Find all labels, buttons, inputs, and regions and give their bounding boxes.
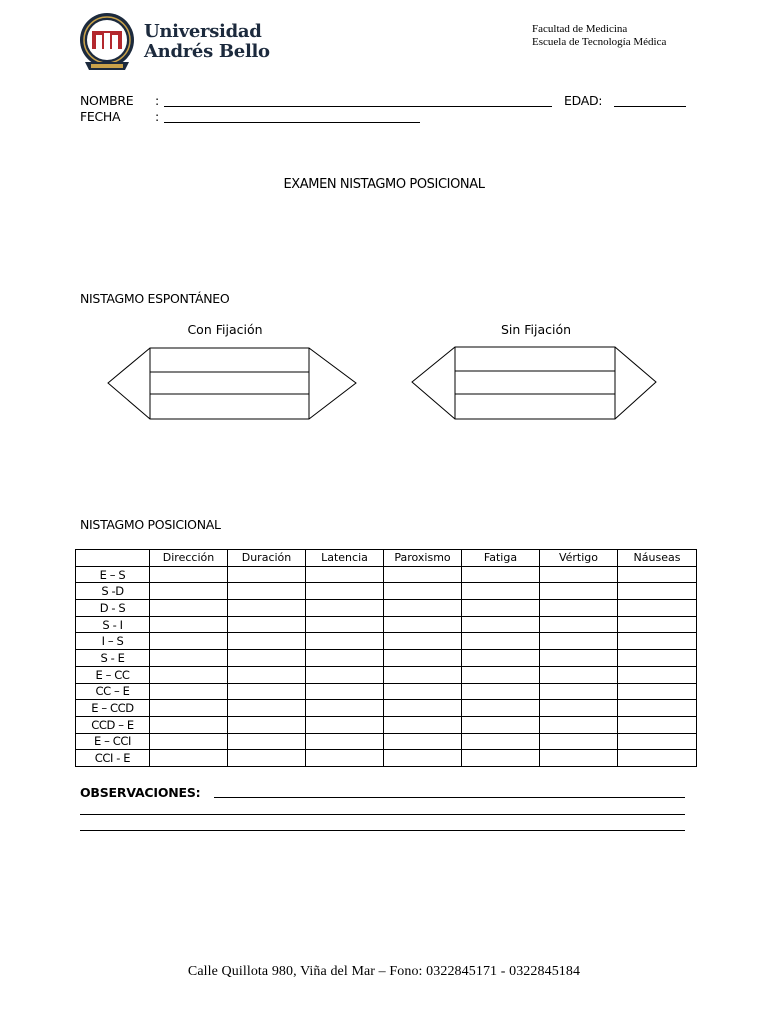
table-cell[interactable] <box>306 600 384 617</box>
table-cell[interactable] <box>618 716 697 733</box>
table-cell[interactable] <box>306 683 384 700</box>
table-cell[interactable] <box>540 750 618 767</box>
table-cell[interactable] <box>150 733 228 750</box>
table-cell[interactable] <box>540 616 618 633</box>
table-cell[interactable] <box>384 600 462 617</box>
table-cell[interactable] <box>228 733 306 750</box>
table-row <box>76 600 697 617</box>
table-cell[interactable] <box>540 600 618 617</box>
table-cell[interactable] <box>384 650 462 667</box>
table-cell[interactable] <box>462 616 540 633</box>
name-field[interactable] <box>164 106 552 107</box>
name-colon: : <box>155 93 159 108</box>
table-cell[interactable] <box>228 700 306 717</box>
table-cell[interactable] <box>384 616 462 633</box>
table-cell[interactable] <box>462 716 540 733</box>
table-cell[interactable] <box>228 566 306 583</box>
without-fixation-diagram <box>403 340 668 426</box>
table-cell[interactable] <box>384 683 462 700</box>
table-cell[interactable] <box>150 750 228 767</box>
table-cell[interactable] <box>150 566 228 583</box>
table-cell[interactable] <box>306 566 384 583</box>
column-header-duracion: Duración <box>228 550 306 567</box>
table-cell[interactable] <box>150 716 228 733</box>
table-row <box>76 733 697 750</box>
table-cell[interactable] <box>462 583 540 600</box>
with-fixation-diagram <box>100 340 365 426</box>
table-row <box>76 750 697 767</box>
table-cell[interactable] <box>618 600 697 617</box>
row-label: S -D <box>76 583 150 600</box>
table-cell[interactable] <box>462 750 540 767</box>
table-cell[interactable] <box>618 750 697 767</box>
table-row <box>76 583 697 600</box>
table-cell[interactable] <box>462 633 540 650</box>
school-name: Escuela de Tecnología Médica <box>532 36 667 48</box>
university-logo <box>79 12 135 74</box>
table-cell[interactable] <box>540 633 618 650</box>
table-row <box>76 666 697 683</box>
table-header-row <box>76 550 697 567</box>
date-colon: : <box>155 109 159 124</box>
faculty-info <box>532 23 666 49</box>
table-cell[interactable] <box>150 650 228 667</box>
table-cell[interactable] <box>384 666 462 683</box>
row-label: E – CC <box>76 666 150 683</box>
column-header-direccion: Dirección <box>150 550 228 567</box>
spontaneous-heading: NISTAGMO ESPONTÁNEO <box>80 291 230 306</box>
column-header-nauseas: Náuseas <box>618 550 697 567</box>
table-cell[interactable] <box>306 666 384 683</box>
table-cell[interactable] <box>150 700 228 717</box>
table-row <box>76 650 697 667</box>
column-header <box>76 550 150 567</box>
row-label: S - E <box>76 650 150 667</box>
age-field[interactable] <box>614 106 686 107</box>
table-cell[interactable] <box>462 650 540 667</box>
university-name-line1: Universidad <box>144 21 262 42</box>
table-cell[interactable] <box>306 733 384 750</box>
column-header-vertigo: Vértigo <box>540 550 618 567</box>
row-label: E – CCD <box>76 700 150 717</box>
table-cell[interactable] <box>540 583 618 600</box>
table-cell[interactable] <box>618 566 697 583</box>
table-cell[interactable] <box>618 666 697 683</box>
date-field[interactable] <box>164 122 420 123</box>
table-cell[interactable] <box>618 583 697 600</box>
table-cell[interactable] <box>150 666 228 683</box>
table-cell[interactable] <box>150 633 228 650</box>
row-label: S - I <box>76 616 150 633</box>
row-label: E – CCI <box>76 733 150 750</box>
table-cell[interactable] <box>618 616 697 633</box>
table-cell[interactable] <box>540 666 618 683</box>
table-cell[interactable] <box>306 616 384 633</box>
table-cell[interactable] <box>384 566 462 583</box>
table-cell[interactable] <box>306 750 384 767</box>
row-label: D - S <box>76 600 150 617</box>
age-label: EDAD: <box>564 93 603 108</box>
without-fixation-label: Sin Fijación <box>500 322 572 337</box>
table-cell[interactable] <box>384 700 462 717</box>
page-title: EXAMEN NISTAGMO POSICIONAL <box>283 177 485 192</box>
table-cell[interactable] <box>150 616 228 633</box>
table-cell[interactable] <box>462 700 540 717</box>
table-cell[interactable] <box>306 716 384 733</box>
table-cell[interactable] <box>540 566 618 583</box>
table-cell[interactable] <box>228 716 306 733</box>
table-cell[interactable] <box>228 666 306 683</box>
table-cell[interactable] <box>462 683 540 700</box>
table-cell[interactable] <box>384 633 462 650</box>
table-cell[interactable] <box>150 600 228 617</box>
table-cell[interactable] <box>306 650 384 667</box>
row-label: I – S <box>76 633 150 650</box>
observations-field-line2[interactable] <box>80 814 685 815</box>
table-cell[interactable] <box>462 566 540 583</box>
table-row <box>76 566 697 583</box>
table-cell[interactable] <box>228 600 306 617</box>
row-label: CC – E <box>76 683 150 700</box>
row-label: E – S <box>76 566 150 583</box>
table-cell[interactable] <box>618 633 697 650</box>
table-cell[interactable] <box>540 733 618 750</box>
faculty-name: Facultad de Medicina <box>532 23 628 35</box>
table-row <box>76 616 697 633</box>
table-row <box>76 700 697 717</box>
table-cell[interactable] <box>384 733 462 750</box>
table-cell[interactable] <box>384 716 462 733</box>
row-label: CCI - E <box>76 750 150 767</box>
table-cell[interactable] <box>540 683 618 700</box>
positional-table <box>75 549 697 767</box>
table-cell[interactable] <box>618 700 697 717</box>
table-cell[interactable] <box>618 733 697 750</box>
table-row <box>76 683 697 700</box>
table-row <box>76 633 697 650</box>
row-label: CCD – E <box>76 716 150 733</box>
table-cell[interactable] <box>306 700 384 717</box>
table-cell[interactable] <box>462 733 540 750</box>
university-name <box>144 22 270 62</box>
observations-field-line1[interactable] <box>214 797 685 798</box>
table-cell[interactable] <box>618 650 697 667</box>
table-cell[interactable] <box>228 650 306 667</box>
table-cell[interactable] <box>228 750 306 767</box>
table-cell[interactable] <box>462 600 540 617</box>
positional-heading: NISTAGMO POSICIONAL <box>80 517 221 532</box>
table-row <box>76 716 697 733</box>
table-cell[interactable] <box>228 633 306 650</box>
observations-field-line3[interactable] <box>80 830 685 831</box>
table-cell[interactable] <box>306 583 384 600</box>
observations-label: OBSERVACIONES: <box>80 785 201 800</box>
university-name-line2: Andrés Bello <box>144 41 270 62</box>
table-cell[interactable] <box>540 650 618 667</box>
with-fixation-label: Con Fijación <box>187 322 263 337</box>
column-header-latencia: Latencia <box>306 550 384 567</box>
table-cell[interactable] <box>384 583 462 600</box>
table-cell[interactable] <box>540 716 618 733</box>
table-cell[interactable] <box>150 583 228 600</box>
table-cell[interactable] <box>228 583 306 600</box>
table-cell[interactable] <box>228 683 306 700</box>
table-cell[interactable] <box>384 750 462 767</box>
column-header-fatiga: Fatiga <box>462 550 540 567</box>
name-label: NOMBRE <box>80 93 134 108</box>
footer-address: Calle Quillota 980, Viña del Mar – Fono: 0322845171 - 0322845184 <box>187 964 581 979</box>
table-cell[interactable] <box>150 683 228 700</box>
date-label: FECHA <box>80 109 121 124</box>
table-cell[interactable] <box>228 616 306 633</box>
table-cell[interactable] <box>618 683 697 700</box>
table-cell[interactable] <box>306 633 384 650</box>
table-cell[interactable] <box>462 666 540 683</box>
column-header-paroxismo: Paroxismo <box>384 550 462 567</box>
table-cell[interactable] <box>540 700 618 717</box>
